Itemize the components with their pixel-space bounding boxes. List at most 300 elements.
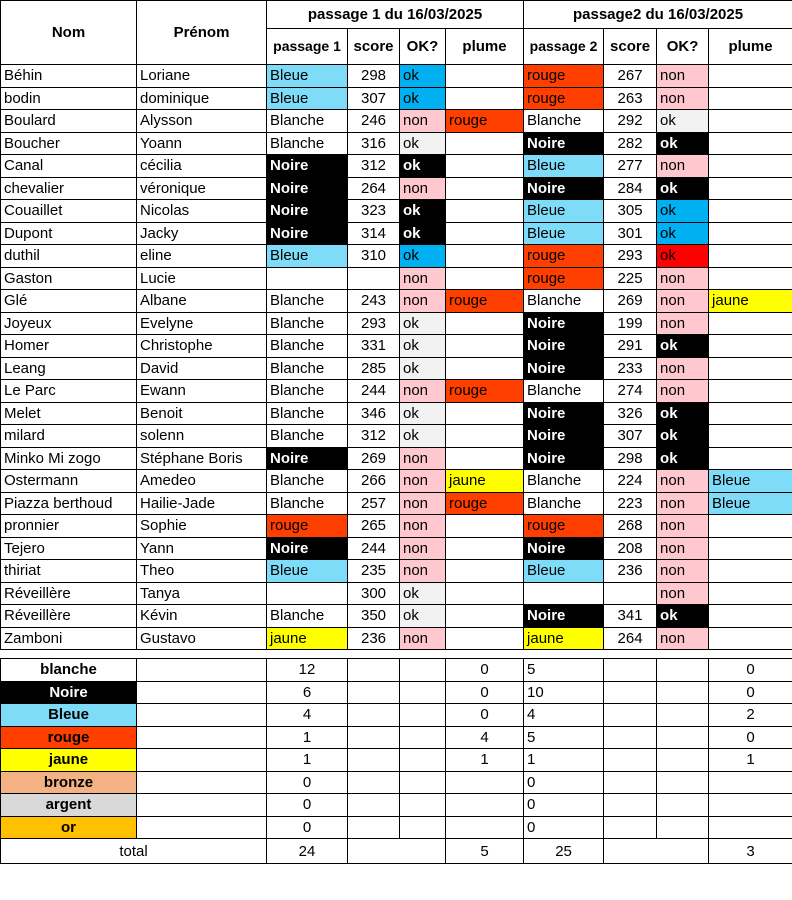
cell-nom: Boulard xyxy=(1,110,137,133)
table-row xyxy=(1,267,792,290)
cell-p2-plume xyxy=(709,312,792,335)
total-p1-plume: 5 xyxy=(446,839,524,864)
summary-empty xyxy=(604,816,657,839)
cell-p2-score: 301 xyxy=(604,222,657,245)
table-row xyxy=(1,380,792,403)
cell-p1-grade: Blanche xyxy=(267,380,348,403)
cell-prenom: Nicolas xyxy=(137,200,267,223)
cell-p1-plume: rouge xyxy=(446,290,524,313)
cell-p1-plume: jaune xyxy=(446,470,524,493)
cell-nom: Canal xyxy=(1,155,137,178)
cell-p1-ok: ok xyxy=(400,402,446,425)
summary-empty xyxy=(657,726,709,749)
summary-empty xyxy=(137,771,267,794)
cell-p1-grade: Blanche xyxy=(267,357,348,380)
summary-empty xyxy=(400,726,446,749)
cell-p2-score: 236 xyxy=(604,560,657,583)
cell-p1-score xyxy=(348,267,400,290)
summary-p2-plume xyxy=(709,771,792,794)
cell-p1-score: 269 xyxy=(348,447,400,470)
header-passage2: passage2 du 16/03/2025 xyxy=(524,1,792,29)
cell-p2-ok: ok xyxy=(657,402,709,425)
cell-p1-ok: ok xyxy=(400,582,446,605)
summary-empty xyxy=(400,681,446,704)
cell-p2-plume xyxy=(709,537,792,560)
cell-p1-plume xyxy=(446,222,524,245)
cell-p2-plume xyxy=(709,447,792,470)
cell-p2-ok: non xyxy=(657,492,709,515)
summary-empty xyxy=(657,704,709,727)
table-row xyxy=(1,65,792,88)
cell-p1-grade: Blanche xyxy=(267,312,348,335)
summary-p1: 12 xyxy=(267,659,348,682)
summary-empty xyxy=(348,704,400,727)
cell-p2-score xyxy=(604,582,657,605)
summary-label: rouge xyxy=(1,726,137,749)
summary-p1: 1 xyxy=(267,726,348,749)
cell-p1-score: 243 xyxy=(348,290,400,313)
cell-p1-plume xyxy=(446,447,524,470)
cell-p2-grade: rouge xyxy=(524,65,604,88)
cell-p2-ok: non xyxy=(657,380,709,403)
cell-p2-grade: Noire xyxy=(524,537,604,560)
cell-prenom: Yann xyxy=(137,537,267,560)
summary-empty xyxy=(657,681,709,704)
table-row xyxy=(1,200,792,223)
cell-p2-score: 291 xyxy=(604,335,657,358)
cell-p2-ok: non xyxy=(657,267,709,290)
cell-p2-plume xyxy=(709,627,792,650)
summary-p2-plume: 0 xyxy=(709,681,792,704)
cell-prenom: Ewann xyxy=(137,380,267,403)
table-row xyxy=(1,222,792,245)
cell-p1-grade: Blanche xyxy=(267,425,348,448)
cell-p1-grade: Bleue xyxy=(267,245,348,268)
cell-p1-ok: non xyxy=(400,537,446,560)
cell-prenom: Hailie-Jade xyxy=(137,492,267,515)
cell-p1-ok: ok xyxy=(400,245,446,268)
summary-empty xyxy=(604,749,657,772)
cell-p2-score: 269 xyxy=(604,290,657,313)
cell-p1-plume xyxy=(446,425,524,448)
summary-empty xyxy=(137,726,267,749)
cell-p1-ok: ok xyxy=(400,222,446,245)
cell-p2-ok: non xyxy=(657,582,709,605)
summary-empty xyxy=(348,659,400,682)
spacer-cell xyxy=(348,650,400,659)
cell-p1-score: 312 xyxy=(348,155,400,178)
cell-p2-plume: Bleue xyxy=(709,492,792,515)
summary-p1-plume: 4 xyxy=(446,726,524,749)
table-row xyxy=(1,447,792,470)
table-row xyxy=(1,290,792,313)
cell-p2-grade: Bleue xyxy=(524,560,604,583)
cell-prenom: Evelyne xyxy=(137,312,267,335)
summary-empty xyxy=(604,771,657,794)
summary-empty xyxy=(348,749,400,772)
cell-p2-ok: ok xyxy=(657,605,709,628)
cell-p2-grade: Bleue xyxy=(524,200,604,223)
cell-prenom: Stéphane Boris xyxy=(137,447,267,470)
summary-empty xyxy=(137,749,267,772)
cell-p1-score: 300 xyxy=(348,582,400,605)
cell-prenom: cécilia xyxy=(137,155,267,178)
summary-empty xyxy=(604,704,657,727)
summary-p2-plume: 1 xyxy=(709,749,792,772)
summary-p2: 10 xyxy=(524,681,604,704)
header-passage1: passage 1 du 16/03/2025 xyxy=(267,1,524,29)
cell-nom: duthil xyxy=(1,245,137,268)
cell-p1-ok: ok xyxy=(400,65,446,88)
total-row xyxy=(1,839,792,864)
cell-p1-grade: Blanche xyxy=(267,132,348,155)
table-row xyxy=(1,515,792,538)
table-row xyxy=(1,492,792,515)
cell-prenom: véronique xyxy=(137,177,267,200)
summary-p2-plume: 0 xyxy=(709,659,792,682)
summary-p1: 1 xyxy=(267,749,348,772)
cell-p1-ok: non xyxy=(400,470,446,493)
summary-label: Bleue xyxy=(1,704,137,727)
cell-prenom: Lucie xyxy=(137,267,267,290)
cell-p1-plume: rouge xyxy=(446,492,524,515)
cell-p1-score: 257 xyxy=(348,492,400,515)
table-row xyxy=(1,245,792,268)
summary-p1-plume xyxy=(446,794,524,817)
summary-label: jaune xyxy=(1,749,137,772)
summary-row xyxy=(1,704,792,727)
spacer-cell xyxy=(267,650,348,659)
cell-p1-grade: rouge xyxy=(267,515,348,538)
summary-row xyxy=(1,659,792,682)
summary-p1-plume: 0 xyxy=(446,659,524,682)
table-row xyxy=(1,605,792,628)
cell-p1-ok: ok xyxy=(400,87,446,110)
cell-p1-score: 246 xyxy=(348,110,400,133)
cell-p2-ok: ok xyxy=(657,222,709,245)
cell-p2-grade: Noire xyxy=(524,425,604,448)
cell-nom: thiriat xyxy=(1,560,137,583)
cell-p1-score: 244 xyxy=(348,380,400,403)
cell-nom: Tejero xyxy=(1,537,137,560)
cell-p1-score: 307 xyxy=(348,87,400,110)
summary-empty xyxy=(657,771,709,794)
summary-empty xyxy=(604,659,657,682)
cell-p2-grade: Blanche xyxy=(524,380,604,403)
cell-p1-grade: Blanche xyxy=(267,110,348,133)
total-p2: 25 xyxy=(524,839,604,864)
summary-empty xyxy=(400,771,446,794)
summary-empty xyxy=(400,794,446,817)
summary-label: blanche xyxy=(1,659,137,682)
cell-p2-grade: Noire xyxy=(524,357,604,380)
summary-p1: 4 xyxy=(267,704,348,727)
cell-p1-ok: non xyxy=(400,110,446,133)
spacer-cell xyxy=(524,650,604,659)
table-row xyxy=(1,357,792,380)
summary-empty xyxy=(137,681,267,704)
table-row xyxy=(1,335,792,358)
cell-p1-ok: ok xyxy=(400,357,446,380)
summary-p1: 0 xyxy=(267,794,348,817)
total-empty xyxy=(604,839,709,864)
cell-p1-score: 331 xyxy=(348,335,400,358)
table-row xyxy=(1,402,792,425)
cell-p2-grade: Blanche xyxy=(524,470,604,493)
header-p2-ok: OK? xyxy=(657,29,709,65)
cell-p1-grade: Noire xyxy=(267,177,348,200)
cell-p1-ok: non xyxy=(400,380,446,403)
cell-p1-plume xyxy=(446,132,524,155)
cell-p1-score: 310 xyxy=(348,245,400,268)
cell-p2-plume xyxy=(709,87,792,110)
table-row xyxy=(1,470,792,493)
cell-p2-score: 307 xyxy=(604,425,657,448)
summary-label: or xyxy=(1,816,137,839)
cell-p2-plume xyxy=(709,200,792,223)
cell-p1-plume xyxy=(446,267,524,290)
cell-p2-score: 225 xyxy=(604,267,657,290)
cell-p2-grade: Noire xyxy=(524,402,604,425)
cell-p2-ok: non xyxy=(657,470,709,493)
table-body xyxy=(1,1,792,864)
summary-p2-plume xyxy=(709,816,792,839)
header-p1-passage: passage 1 xyxy=(267,29,348,65)
spacer-cell xyxy=(400,650,446,659)
cell-p1-ok: non xyxy=(400,290,446,313)
cell-p2-score: 208 xyxy=(604,537,657,560)
cell-p2-grade: Noire xyxy=(524,447,604,470)
cell-p1-grade: Bleue xyxy=(267,65,348,88)
table-row xyxy=(1,560,792,583)
summary-p1-plume: 0 xyxy=(446,704,524,727)
cell-p1-ok: ok xyxy=(400,335,446,358)
cell-p2-score: 268 xyxy=(604,515,657,538)
cell-nom: Glé xyxy=(1,290,137,313)
cell-nom: Zamboni xyxy=(1,627,137,650)
summary-empty xyxy=(604,794,657,817)
summary-empty xyxy=(137,794,267,817)
cell-p2-grade: rouge xyxy=(524,515,604,538)
summary-empty xyxy=(348,726,400,749)
cell-p2-grade: Noire xyxy=(524,177,604,200)
summary-p2-plume: 2 xyxy=(709,704,792,727)
cell-p2-plume xyxy=(709,402,792,425)
cell-p1-plume xyxy=(446,515,524,538)
cell-p1-plume xyxy=(446,605,524,628)
summary-p2: 1 xyxy=(524,749,604,772)
summary-empty xyxy=(400,659,446,682)
summary-p1: 6 xyxy=(267,681,348,704)
cell-nom: chevalier xyxy=(1,177,137,200)
cell-p2-plume xyxy=(709,267,792,290)
cell-p1-score: 265 xyxy=(348,515,400,538)
cell-p1-ok: non xyxy=(400,627,446,650)
cell-p2-score: 224 xyxy=(604,470,657,493)
cell-prenom: Sophie xyxy=(137,515,267,538)
cell-p2-grade: Noire xyxy=(524,312,604,335)
summary-empty xyxy=(400,816,446,839)
cell-p1-plume xyxy=(446,312,524,335)
header-nom: Nom xyxy=(1,1,137,65)
summary-empty xyxy=(348,771,400,794)
cell-p1-ok: non xyxy=(400,560,446,583)
cell-p1-plume xyxy=(446,582,524,605)
cell-prenom: solenn xyxy=(137,425,267,448)
cell-p2-ok: non xyxy=(657,537,709,560)
summary-label: bronze xyxy=(1,771,137,794)
cell-p2-grade: Blanche xyxy=(524,492,604,515)
header-p1-score: score xyxy=(348,29,400,65)
cell-p1-plume xyxy=(446,357,524,380)
cell-p2-ok: non xyxy=(657,312,709,335)
cell-p1-plume: rouge xyxy=(446,110,524,133)
summary-label: Noire xyxy=(1,681,137,704)
cell-p2-grade: Blanche xyxy=(524,290,604,313)
summary-empty xyxy=(604,681,657,704)
spacer-cell xyxy=(604,650,657,659)
cell-p2-ok: ok xyxy=(657,200,709,223)
cell-p2-grade: Bleue xyxy=(524,155,604,178)
cell-p1-score: 323 xyxy=(348,200,400,223)
cell-p1-plume xyxy=(446,627,524,650)
cell-p1-grade: Blanche xyxy=(267,290,348,313)
summary-empty xyxy=(657,659,709,682)
cell-p2-grade: Bleue xyxy=(524,222,604,245)
summary-p2-plume: 0 xyxy=(709,726,792,749)
cell-nom: Joyeux xyxy=(1,312,137,335)
cell-p1-plume xyxy=(446,155,524,178)
cell-nom: Leang xyxy=(1,357,137,380)
cell-p2-score: 282 xyxy=(604,132,657,155)
cell-prenom: Kévin xyxy=(137,605,267,628)
table-row xyxy=(1,425,792,448)
cell-p2-score: 233 xyxy=(604,357,657,380)
cell-p1-ok: non xyxy=(400,447,446,470)
cell-nom: Dupont xyxy=(1,222,137,245)
summary-p2: 5 xyxy=(524,726,604,749)
summary-label: argent xyxy=(1,794,137,817)
summary-empty xyxy=(604,726,657,749)
cell-p2-ok: non xyxy=(657,357,709,380)
cell-p1-score: 312 xyxy=(348,425,400,448)
cell-p2-ok: non xyxy=(657,627,709,650)
cell-p1-plume: rouge xyxy=(446,380,524,403)
cell-p2-plume xyxy=(709,380,792,403)
cell-p2-score: 274 xyxy=(604,380,657,403)
cell-p1-grade: Noire xyxy=(267,447,348,470)
cell-p2-plume xyxy=(709,65,792,88)
cell-nom: Melet xyxy=(1,402,137,425)
table-row xyxy=(1,627,792,650)
cell-nom: Homer xyxy=(1,335,137,358)
cell-p1-plume xyxy=(446,245,524,268)
cell-p2-score: 284 xyxy=(604,177,657,200)
cell-prenom: dominique xyxy=(137,87,267,110)
total-p2-plume: 3 xyxy=(709,839,792,864)
cell-p2-grade: Noire xyxy=(524,335,604,358)
cell-prenom: Albane xyxy=(137,290,267,313)
header-p1-plume: plume xyxy=(446,29,524,65)
cell-p1-ok: non xyxy=(400,177,446,200)
cell-p1-grade: Blanche xyxy=(267,492,348,515)
cell-p2-ok: non xyxy=(657,515,709,538)
header-p2-plume: plume xyxy=(709,29,792,65)
cell-p1-grade: Blanche xyxy=(267,470,348,493)
table-row xyxy=(1,582,792,605)
cell-p2-plume xyxy=(709,425,792,448)
cell-nom: pronnier xyxy=(1,515,137,538)
cell-nom: Minko Mi zogo xyxy=(1,447,137,470)
cell-p2-score: 293 xyxy=(604,245,657,268)
cell-p1-plume xyxy=(446,537,524,560)
table-row xyxy=(1,537,792,560)
cell-p2-ok: ok xyxy=(657,245,709,268)
cell-prenom: Alysson xyxy=(137,110,267,133)
cell-p2-plume xyxy=(709,582,792,605)
cell-p2-grade: Blanche xyxy=(524,110,604,133)
cell-nom: Boucher xyxy=(1,132,137,155)
cell-nom: Réveillère xyxy=(1,582,137,605)
cell-p1-score: 235 xyxy=(348,560,400,583)
summary-empty xyxy=(400,704,446,727)
summary-row xyxy=(1,816,792,839)
summary-empty xyxy=(137,659,267,682)
cell-p1-ok: ok xyxy=(400,132,446,155)
summary-p2: 0 xyxy=(524,771,604,794)
cell-p1-ok: ok xyxy=(400,312,446,335)
cell-p2-ok: non xyxy=(657,290,709,313)
cell-p2-score: 223 xyxy=(604,492,657,515)
cell-prenom: Loriane xyxy=(137,65,267,88)
summary-empty xyxy=(657,749,709,772)
cell-p2-ok: ok xyxy=(657,110,709,133)
cell-p2-ok: non xyxy=(657,87,709,110)
cell-p1-ok: ok xyxy=(400,200,446,223)
cell-p1-grade: Blanche xyxy=(267,605,348,628)
header-p2-passage: passage 2 xyxy=(524,29,604,65)
summary-row xyxy=(1,771,792,794)
table-row xyxy=(1,110,792,133)
cell-p2-grade: rouge xyxy=(524,245,604,268)
cell-p2-score: 264 xyxy=(604,627,657,650)
cell-p1-grade: Noire xyxy=(267,155,348,178)
cell-prenom: Amedeo xyxy=(137,470,267,493)
cell-p2-score: 298 xyxy=(604,447,657,470)
summary-p2: 0 xyxy=(524,794,604,817)
cell-p2-ok: ok xyxy=(657,425,709,448)
spacer-cell xyxy=(1,650,137,659)
cell-prenom: Theo xyxy=(137,560,267,583)
cell-p2-score: 199 xyxy=(604,312,657,335)
cell-p1-plume xyxy=(446,560,524,583)
spacer-cell xyxy=(657,650,709,659)
table-row xyxy=(1,177,792,200)
table-row xyxy=(1,312,792,335)
cell-p2-ok: ok xyxy=(657,177,709,200)
cell-p2-plume xyxy=(709,245,792,268)
summary-empty xyxy=(657,816,709,839)
cell-p1-ok: non xyxy=(400,515,446,538)
cell-p1-score: 293 xyxy=(348,312,400,335)
cell-prenom: Gustavo xyxy=(137,627,267,650)
cell-nom: bodin xyxy=(1,87,137,110)
cell-p2-ok: non xyxy=(657,155,709,178)
cell-p2-plume xyxy=(709,132,792,155)
cell-p1-score: 316 xyxy=(348,132,400,155)
cell-p2-grade xyxy=(524,582,604,605)
cell-p2-plume xyxy=(709,605,792,628)
